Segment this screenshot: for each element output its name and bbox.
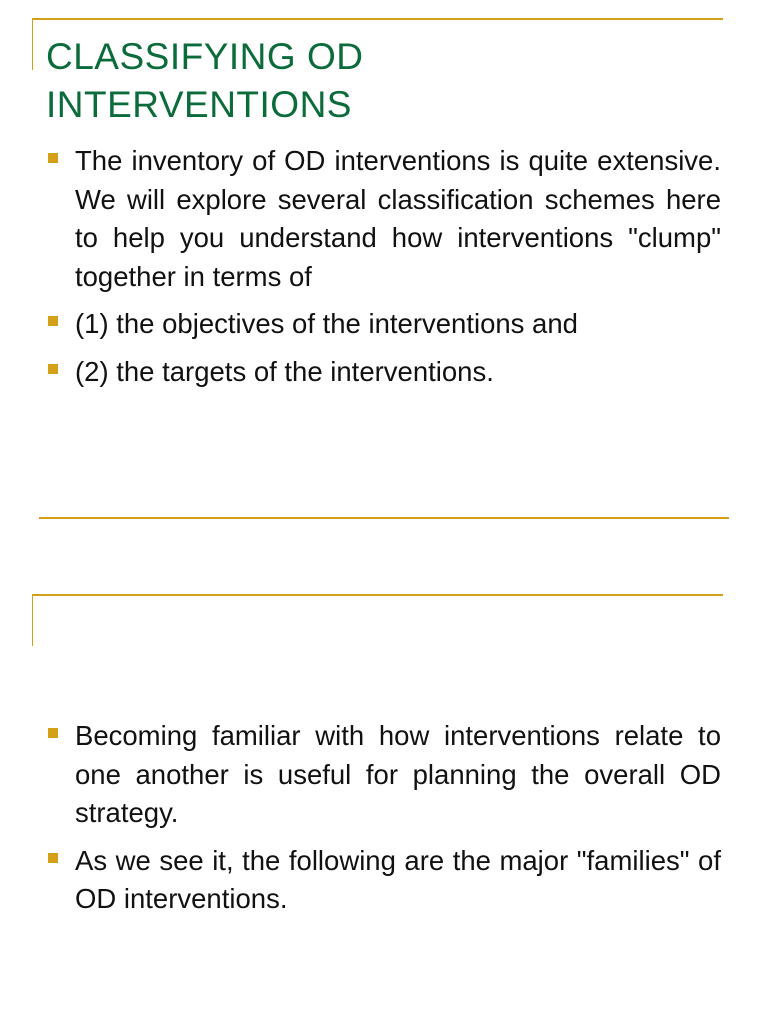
slide-2-top-rule	[32, 594, 723, 596]
slide-1-bullet-1	[46, 142, 721, 296]
square-bullet-icon	[48, 853, 58, 863]
slide-2-bullet-2-text: As we see it, the following are the major "families" of OD interventions.	[75, 844, 721, 914]
square-bullet-icon	[48, 316, 58, 326]
square-bullet-icon	[48, 364, 58, 374]
slide-2	[0, 590, 768, 1024]
slide-1-bullet-2-text: (1) the objectives of the interventions and	[75, 308, 578, 339]
square-bullet-icon	[48, 153, 58, 163]
slide-2-bullet-2	[46, 842, 721, 919]
slide-2-bullet-1	[46, 717, 721, 833]
slide-2-bullet-1-text: Becoming familiar with how interventions relate to one another is useful for planning the overall OD strategy.	[75, 720, 721, 828]
slide-1-bullet-1-text: The inventory of OD interventions is quite extensive. We will explore several classification schemes here to help you understand how interventions "clump" together in terms of	[75, 145, 721, 292]
square-bullet-icon	[48, 728, 58, 738]
slide-1-bullet-list	[46, 142, 721, 400]
slide-1-title-line-2: INTERVENTIONS	[46, 84, 352, 125]
slide-1-top-rule	[32, 18, 723, 20]
slide-1-bottom-rule	[39, 517, 729, 519]
slide-2-bullet-list	[46, 717, 721, 928]
slide-2-left-rule	[32, 594, 33, 646]
slide-1-bullet-2	[46, 305, 721, 344]
slide-1-bullet-3-text: (2) the targets of the interventions.	[75, 355, 494, 387]
slide-1-title	[46, 33, 726, 129]
slide-1-title-line-1: CLASSIFYING OD	[46, 36, 364, 77]
slide-1-bullet-3	[46, 353, 721, 392]
slide-1-left-rule	[32, 18, 33, 70]
